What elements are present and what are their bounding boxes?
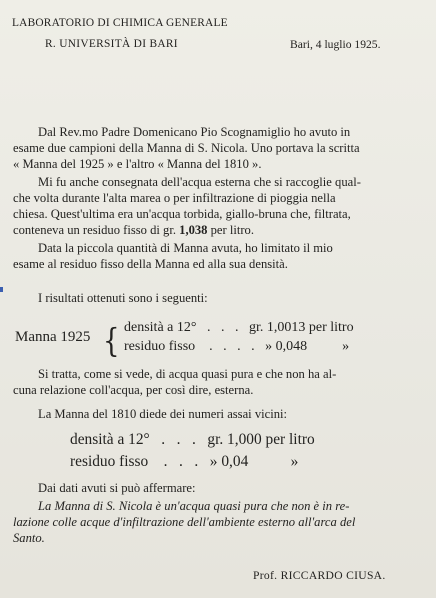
residue-text: conteneva un residuo fisso di gr. [13,223,180,237]
paragraph-4-line-2: cuna relazione coll'acqua, per così dire, esterna. [13,383,254,397]
grouping-brace: { [103,322,120,360]
paragraph-6: Dai dati avuti si può affermare: [38,481,196,495]
residue-value: 1,038 [179,223,208,237]
manna-1925-density: densità a 12° . . . gr. 1,0013 per litro [124,320,354,335]
laboratory-heading: LABORATORIO DI CHIMICA GENERALE [12,17,228,29]
conclusion-line-1: La Manna di S. Nicola è un'acqua quasi pura che non è in re- [38,499,350,513]
paragraph-2-line-4 [13,223,254,238]
signature: Prof. RICCARDO CIUSA. [253,569,386,582]
paragraph-3-line-1: Data la piccola quantità di Manna avuta, ho limitato il mio [38,241,333,255]
manna-1810-density: densità a 12° . . . gr. 1,000 per litro [70,431,315,448]
paragraph-2-line-2: che volta durante l'alta marea o per infiltrazione di pioggia nella [13,191,336,205]
results-intro: I risultati ottenuti sono i seguenti: [38,291,208,305]
conclusion-line-3: Santo. [13,531,45,545]
residue-unit: per litro. [207,223,254,237]
paragraph-3-line-2: esame al residuo fisso della Manna ed alla sua densità. [13,257,288,271]
paragraph-1-line-2: esame due campioni della Manna di S. Nicola. Uno portava la scritta [13,141,360,155]
conclusion-line-2: lazione colle acque d'infiltrazione dell'ambiente esterno all'arca del [13,515,356,529]
margin-mark [0,287,3,292]
paragraph-2-line-1: Mi fu anche consegnata dell'acqua esterna che si raccoglie qual- [38,175,361,189]
university-heading: R. UNIVERSITÀ DI BARI [45,38,178,50]
paragraph-2-line-3: chiesa. Quest'ultima era un'acqua torbida, giallo-bruna che, filtrata, [13,207,351,221]
paragraph-5: La Manna del 1810 diede dei numeri assai vicini: [38,407,288,421]
paragraph-4-line-1: Si tratta, come si vede, di acqua quasi pura e che non ha al- [38,367,337,381]
paragraph-1-line-3: « Manna del 1925 » e l'altro « Manna del 1810 ». [13,157,262,171]
manna-1810-residue: residuo fisso . . . » 0,04 » [70,453,299,470]
manna-1925-label: Manna 1925 [15,329,91,345]
manna-1925-residue: residuo fisso . . . . » 0,048 » [124,339,350,354]
letter-date: Bari, 4 luglio 1925. [290,38,381,51]
paragraph-1-line-1: Dal Rev.mo Padre Domenicano Pio Scognamiglio ho avuto in [38,125,351,139]
